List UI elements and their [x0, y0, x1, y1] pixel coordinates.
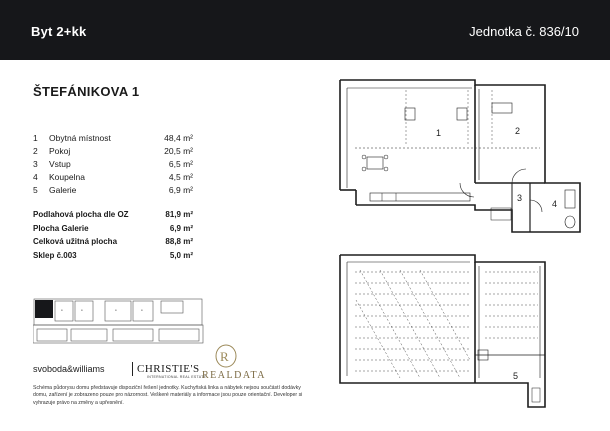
svg-text:●: ●: [115, 308, 117, 312]
room-row: 3 Vstup 6,5 m²: [33, 159, 193, 169]
upper-floor-plan: [340, 255, 545, 407]
lower-floor-plan: [340, 80, 580, 232]
room-label-1: 1: [436, 128, 442, 138]
svg-text:R: R: [220, 349, 229, 364]
realdata-logo: REALDATA: [202, 370, 266, 381]
room-row: 1 Obytná místnost 48,4 m²: [33, 133, 193, 143]
disclaimer-text: Schéma půdorysu domu představuje dispoziční řešení jednotky. Kuchyňská linka a nábytek nejsou součástí dodávky domu, zařízení je zobrazeno pouze pro názornost. Veškeré materiály a informace jsou pouze orientační. Developer si vyhrazuje právo na změny a upřesnění.: [33, 385, 303, 406]
room-label-3: 3: [517, 193, 523, 203]
address-title: ŠTEFÁNIKOVA 1: [33, 84, 140, 99]
svoboda-williams-logo: svoboda&williams: [33, 364, 105, 374]
room-row: 5 Galerie 6,9 m²: [33, 185, 193, 195]
svg-text:●: ●: [61, 308, 63, 312]
room-row: 4 Koupelna 4,5 m²: [33, 172, 193, 182]
total-row: Plocha Galerie 6,9 m²: [33, 223, 193, 233]
unit-type: Byt 2+kk: [31, 24, 87, 39]
room-row: 2 Pokoj 20,5 m²: [33, 146, 193, 156]
total-row: Podlahová plocha dle OZ 81,9 m²: [33, 210, 193, 219]
unit-number: Jednotka č. 836/10: [469, 24, 579, 39]
total-row: Sklep č.003 5,0 m²: [33, 250, 193, 260]
christies-logo: CHRISTIE'S: [137, 363, 200, 375]
room-label-5: 5: [513, 371, 519, 381]
total-row: Celková užitná plocha 88,8 m²: [33, 237, 193, 246]
svg-text:●: ●: [141, 308, 143, 312]
svg-text:●: ●: [81, 308, 83, 312]
room-label-4: 4: [552, 199, 558, 209]
christies-subtitle: INTERNATIONAL REAL ESTATE: [147, 375, 207, 379]
room-label-2: 2: [515, 126, 521, 136]
